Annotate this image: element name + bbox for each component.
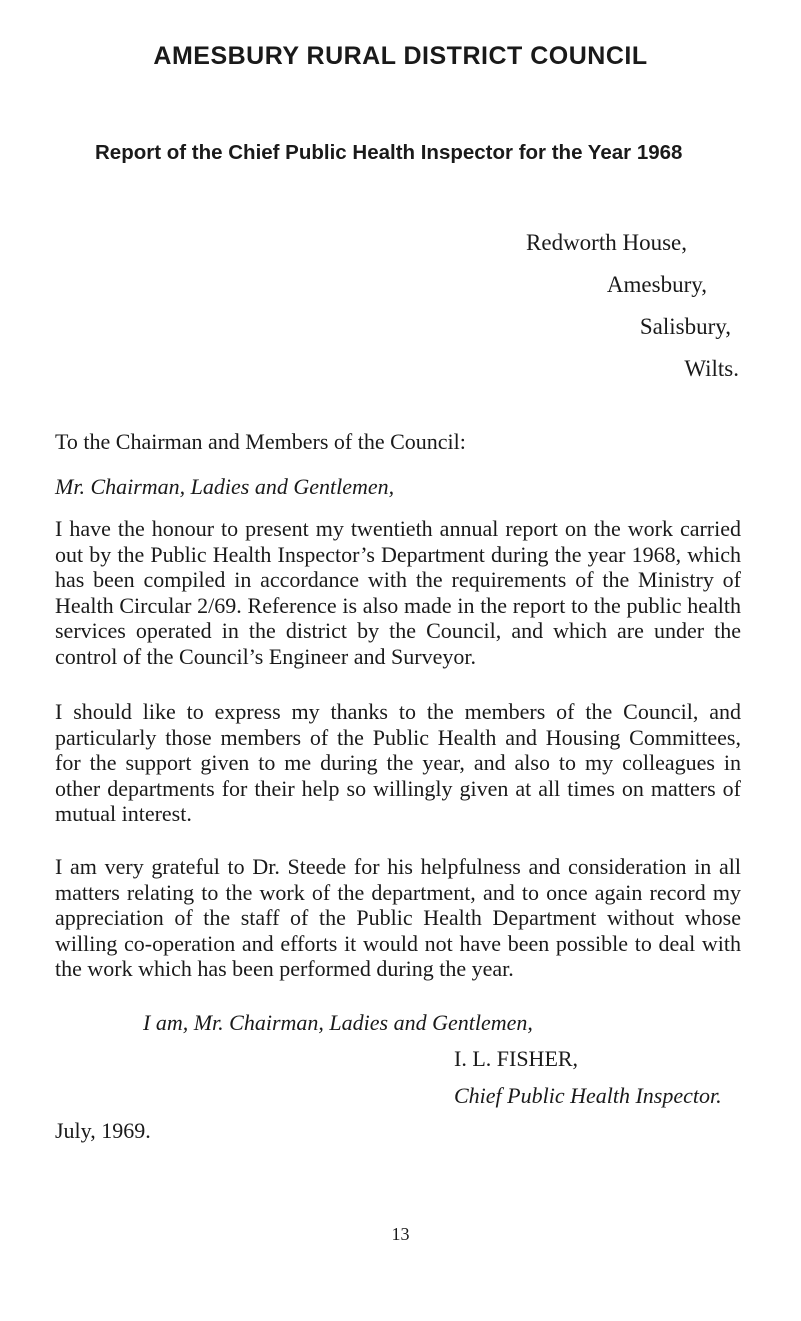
council-title: AMESBURY RURAL DISTRICT COUNCIL [153, 42, 648, 70]
address-line-2: Amesbury, [606, 272, 707, 297]
page-number: 13 [391, 1224, 410, 1244]
paragraph-3: I am very grateful to Dr. Steede for his helpfulness and consideration in all matters relating to the work of the department, and to once again record my appreciation of the staff of the Public Health Department without whose willing co-operation and efforts it would not have been possible to deal with the work which has been performed during the year. [55, 854, 741, 981]
address-line-1: Redworth House, [526, 230, 687, 255]
report-subtitle: Report of the Chief Public Health Inspector for the Year 1968 [95, 141, 683, 164]
signatory-title: Chief Public Health Inspector. [454, 1083, 722, 1108]
signatory-name: I. L. FISHER, [454, 1046, 579, 1071]
address-line-4: Wilts. [684, 356, 739, 381]
address-to: Mr. Chairman, Ladies and Gentlemen, [55, 474, 395, 499]
address-line-3: Salisbury, [639, 314, 731, 339]
letter-date: July, 1969. [55, 1118, 151, 1143]
sender-address [526, 222, 739, 390]
closing-line: I am, Mr. Chairman, Ladies and Gentlemen, [143, 1010, 533, 1035]
paragraph-1: I have the honour to present my twentieth annual report on the work carried out by the Public Health Inspector’s Department during the year 1968, which has been compiled in accordance with the requirements of the Ministry of Health Circular 2/69. Reference is also made in the report to the public health services operated in the district by the Council, and which are under the control of the Council’s Engineer and Surveyor. [55, 516, 741, 669]
salutation: To the Chairman and Members of the Council: [55, 429, 466, 454]
paragraph-2: I should like to express my thanks to the members of the Council, and particularly those members of the Public Health and Housing Committees, for the support given to me during the year, and also to my colleagues in other departments for their help so willingly given at all times on matters of mutual interest. [55, 699, 741, 826]
